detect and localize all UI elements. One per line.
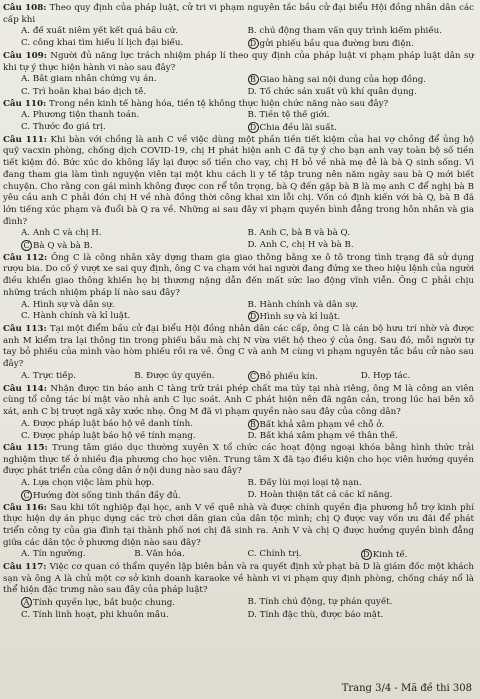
option-c[interactable]: C Bỏ phiếu kín. (248, 371, 361, 384)
selected-answer-mark: A (21, 597, 32, 608)
option-a[interactable]: A. Tín ngưỡng. (21, 549, 86, 560)
option-b[interactable]: B. Hành chính và dân sự. (247, 299, 359, 310)
option-d[interactable]: D. Hoàn thiện tất cả các kĩ năng. (247, 489, 393, 500)
option-a[interactable]: A. để xuất niêm yết kết quả bầu cử. (21, 26, 178, 37)
option-c[interactable]: C. Chính trị. (247, 549, 302, 560)
option-c[interactable]: C. công khai tìm hiểu lí lịch đại biểu. (21, 38, 184, 49)
option-c[interactable]: C. Hành chính và kỉ luật. (21, 311, 131, 322)
option-b[interactable]: B. Tính chủ động, tự phán quyết. (247, 597, 393, 608)
question-110 (3, 99, 474, 135)
question-117 (3, 562, 474, 622)
question-112 (3, 253, 474, 324)
selected-answer-mark: C (21, 240, 32, 251)
question-number: Câu 113: (3, 323, 47, 334)
question-113 (3, 324, 474, 384)
selected-answer-mark: B (248, 74, 259, 85)
option-c[interactable]: C. Trì hoãn khai báo dịch tễ. (21, 86, 147, 97)
option-d[interactable]: D. Anh C, chị H và bà B. (247, 240, 354, 251)
question-number: Câu 109: (3, 50, 47, 61)
question-111 (3, 135, 474, 253)
question-number: Câu 110: (3, 98, 47, 109)
question-number: Câu 111: (3, 134, 47, 145)
page-footer: Trang 3/4 - Mã đề thi 308 (341, 683, 472, 695)
option-d[interactable]: D Chia đều lãi suất. (248, 122, 475, 135)
question-text: Tại một điểm bầu cử đại biểu Hội đồng nhân dân các cấp, ông C là cán bộ hưu trí nhờ và được anh M kiểm tra lại thông tin trong phiếu bầu mà chị N vừa viết hộ theo ý của ông. Sau đó, mỗi người tự tay bỏ phiếu của mình vào hòm phiếu rồi ra về. Ông C và anh M cùng vi phạm nguyên tắc bầu cử nào sau đây? (3, 323, 474, 370)
option-a[interactable]: A. Bắt giam nhân chứng vụ án. (21, 74, 157, 85)
selected-answer-mark: C (21, 490, 32, 501)
question-text: Việc cơ quan có thẩm quyền lập biên bản và ra quyết định xử phạt bà D là giám đốc một khách sạn và ông A là chủ một cơ sở kinh doanh karaoke về hành vi vi phạm quy định phòng, chống cháy nổ là thể hiện đặc trưng nào sau đây của pháp luật? (3, 562, 474, 596)
option-b[interactable]: B. Tiền tệ thế giới. (247, 110, 330, 121)
option-a[interactable]: A. Hình sự và dân sự. (21, 299, 115, 310)
option-c[interactable]: C. Tính linh hoạt, phi khuôn mẫu. (21, 609, 169, 620)
option-c[interactable]: C Bà Q và bà B. (21, 240, 248, 253)
question-text: Khi bàn với chồng là anh C về việc dùng một phần tiền tiết kiệm của hai vợ chồng để ủng hộ quỹ vacxin phòng, chống dịch COVID-19, chị H phát hiện anh C đã tự ý cho bạn anh vay toàn bộ số tiền tiết kiệm đó. Bức xúc do không lấy lại được số tiền cho vay, chị H bỏ về nhà mẹ đẻ là bà Q sinh sống. Vì đang tham gia làm tình nguyện viên tại một khu cách li y tế tập trung nên năm ngày sau bà Q mới biết chuyện. Cho rằng con gái mình không được con rể tôn trọng, bà Q đến gặp bà B là mẹ anh C để nghị bà B yêu cầu anh C phải đón chị H về nhà đồng thời công khai xin lỗi chị. Vốn có định kiến với bà Q, bà B đã lớn tiếng xúc phạm và đuổi bà Q ra về. Những ai sau đây vi phạm quyền bình đẳng trong hôn nhân và gia đình? (3, 134, 474, 227)
option-a[interactable]: A Tính quyền lực, bắt buộc chung. (21, 597, 248, 610)
option-b[interactable]: B. Được ủy quyền. (134, 370, 215, 381)
option-b[interactable]: B Bất khả xâm phạm về chỗ ở. (248, 419, 475, 432)
question-115 (3, 443, 474, 503)
option-d[interactable]: D. Hợp tác. (360, 370, 411, 381)
option-c[interactable]: C. Được pháp luật bảo hộ về tính mạng. (21, 431, 196, 442)
selected-answer-mark: D (361, 549, 372, 560)
question-number: Câu 112: (3, 252, 48, 263)
option-b[interactable]: B. Văn hóa. (134, 549, 185, 560)
question-number: Câu 114: (3, 383, 47, 394)
question-109 (3, 51, 474, 99)
option-b[interactable]: B. Anh C, bà B và bà Q. (247, 228, 350, 239)
selected-answer-mark: D (248, 122, 259, 133)
option-d[interactable]: D. Bất khả xâm phạm về thân thể. (247, 431, 398, 442)
option-d[interactable]: D. Tổ chức sản xuất vũ khí quân dụng. (247, 86, 417, 97)
selected-answer-mark: D (248, 38, 259, 49)
question-116 (3, 503, 474, 563)
option-a[interactable]: A. Được pháp luật bảo hộ về danh tính. (21, 418, 193, 429)
selected-answer-mark: B (248, 419, 259, 430)
question-text: Trung tâm giáo dục thường xuyên X tổ chức các hoạt động ngoại khóa bằng hình thức trải nghiệm thực tế ở nhiều địa phương cho học viên. Trung tâm X đã tạo điều kiện cho học viên hướng quyền được phát triển của công dân ở nội dung nào sau đây? (3, 443, 474, 477)
option-a[interactable]: A. Trực tiếp. (21, 370, 76, 381)
option-b[interactable]: B Giao hàng sai nội dung của hợp đồng. (248, 74, 475, 87)
option-d[interactable]: D. Tính đặc thù, được bảo mật. (247, 609, 384, 620)
question-number: Câu 108: (3, 3, 47, 13)
selected-answer-mark: D (248, 311, 259, 322)
selected-answer-mark: C (248, 371, 259, 382)
option-a[interactable]: A. Anh C và chị H. (21, 228, 102, 239)
option-a[interactable]: A. Lựa chọn việc làm phù hợp. (21, 478, 155, 489)
question-108 (3, 3, 474, 51)
question-text: Theo quy định của pháp luật, cử tri vi phạm nguyên tắc bầu cử đại biểu Hội đồng nhân dân các cấp khi (3, 3, 474, 25)
question-text: Người đủ năng lực trách nhiệm pháp lí theo quy định của pháp luật vi phạm pháp luật dân sự khi tự ý thực hiện hành vi nào sau đây? (3, 50, 474, 73)
option-b[interactable]: B. Đẩy lùi mọi loại tệ nạn. (247, 478, 362, 489)
question-text: Ông C là công nhân xây dựng tham gia giao thông bằng xe ô tô trong tình trạng đã sử dụng rượu bia. Do cố ý vượt xe sai quy định, ông C va chạm với hai người đang đứng xe theo hiệu lệnh của người điều khiển giao thông khiến họ bị thương nặng dẫn đến mất sức lao động vĩnh viễn. Ông C phải chịu những trách nhiệm pháp lí nào sau đây? (3, 252, 475, 298)
question-text: Sau khi tốt nghiệp đại học, anh V về quê nhà và được chính quyền địa phương hỗ trợ kinh phí thực hiện dự án phục dựng các trò chơi dân gian của dân tộc mình; chị Q được vay vốn ưu đãi để phát triển công ty của gia đình tại thành phố nơi chị đã sinh ra. Anh V và chị Q được hưởng quyền bình đẳng giữa các dân tộc ở phương diện nào sau đây? (3, 502, 475, 548)
option-c[interactable]: C Hướng đời sống tinh thần đầy đủ. (21, 490, 248, 503)
question-text: Nhận được tin báo anh C tàng trữ trái phép chất ma túy tại nhà riêng, ông M là công an viên cùng tổ công tác bí mật vào nhà anh C lục soát. Anh C phát hiện nên đã ngăn cản, trong lúc hai bên xô xát, anh C bị trượt ngã xây xước nhẹ. Ông M đã vi phạm quyền nào sau đây của công dân? (3, 383, 474, 417)
option-d[interactable]: D Kinh tế. (361, 549, 474, 562)
question-number: Câu 117: (3, 562, 47, 573)
question-114 (3, 384, 474, 444)
option-b[interactable]: B. chủ động tham vấn quy trình kiểm phiếu. (247, 26, 443, 37)
question-number: Câu 115: (3, 443, 48, 454)
question-text: Trong nền kinh tế hàng hóa, tiền tệ không thực hiện chức năng nào sau đây? (49, 98, 389, 109)
option-c[interactable]: C. Thước đo giá trị. (21, 122, 106, 133)
option-d[interactable]: D gửi phiếu bầu qua đường bưu điện. (248, 38, 475, 51)
option-a[interactable]: A. Phương tiện thanh toán. (21, 110, 140, 121)
question-number: Câu 116: (3, 502, 47, 513)
option-d[interactable]: D Hình sự và kỉ luật. (248, 311, 475, 324)
